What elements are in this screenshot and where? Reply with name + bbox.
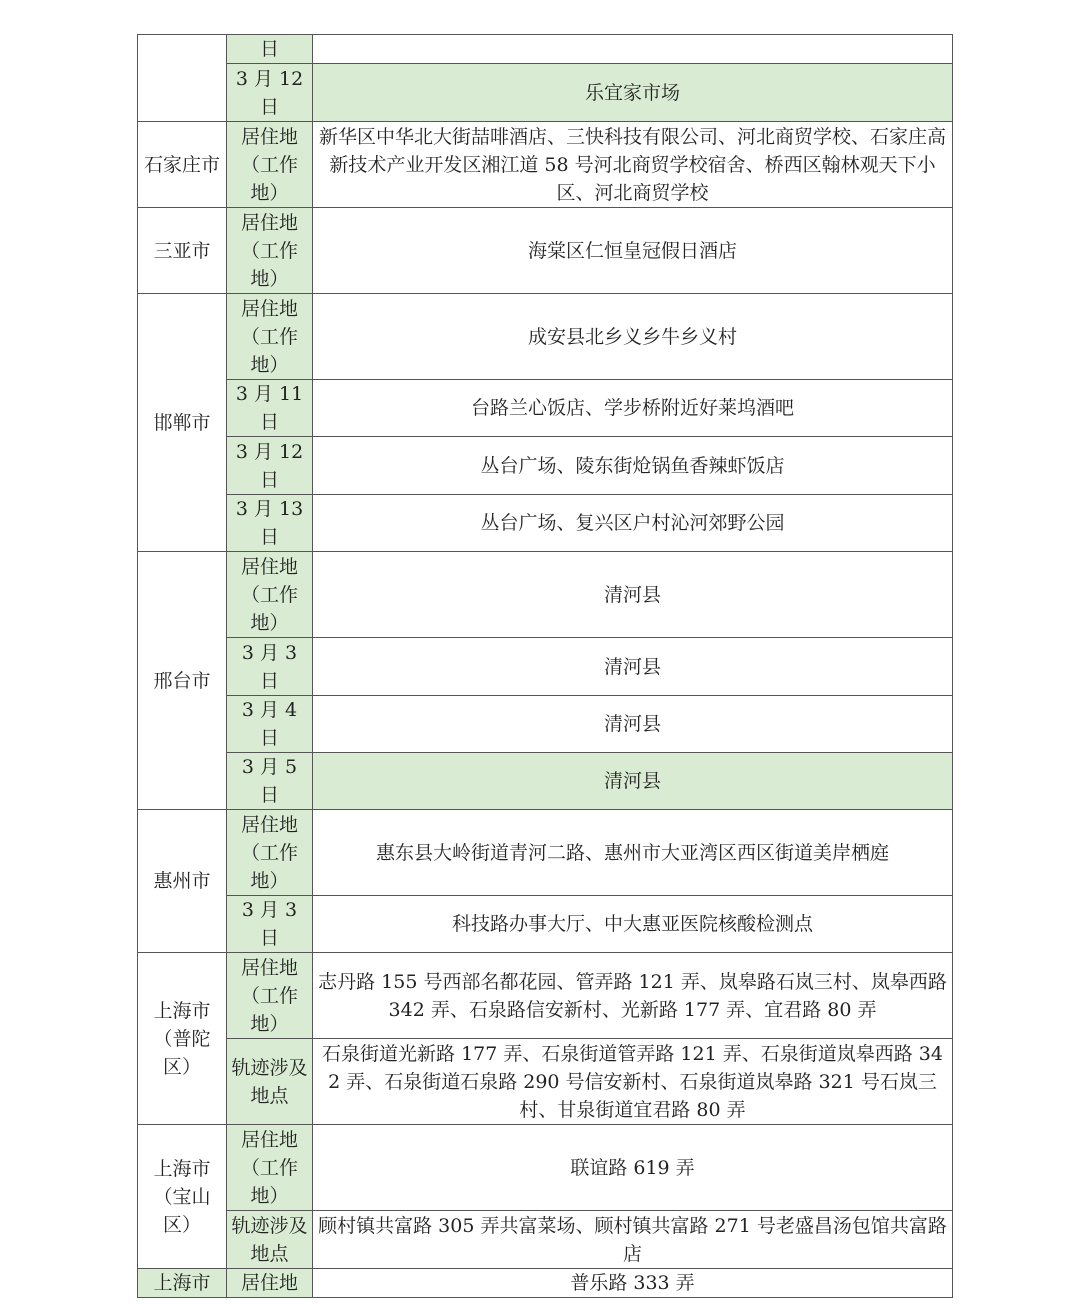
location-cell: 清河县 xyxy=(313,552,953,638)
location-cell: 清河县 xyxy=(313,696,953,753)
date-label-cell: 3 月 12 日 xyxy=(227,64,313,122)
date-label-cell: 3 月 12 日 xyxy=(227,437,313,495)
date-label-cell: 3 月 5 日 xyxy=(227,753,313,810)
table-row xyxy=(138,896,953,953)
track-label-cell: 轨迹涉及地点 xyxy=(227,1039,313,1125)
table-row xyxy=(138,1211,953,1269)
table-row xyxy=(138,122,953,208)
table-row xyxy=(138,437,953,495)
city-cell: 上海市（宝山区） xyxy=(138,1125,227,1269)
table-row xyxy=(138,696,953,753)
date-label-cell: 3 月 13 日 xyxy=(227,495,313,552)
residence-label-cell: 居住地（工作地） xyxy=(227,294,313,380)
table-row xyxy=(138,294,953,380)
location-cell: 台路兰心饭店、学步桥附近好莱坞酒吧 xyxy=(313,380,953,437)
table-row xyxy=(138,208,953,294)
table-row xyxy=(138,953,953,1039)
residence-label-cell: 居住地（工作地） xyxy=(227,953,313,1039)
residence-label-cell: 居住地 xyxy=(227,1269,313,1298)
table-row xyxy=(138,495,953,552)
city-cell: 上海市（普陀区） xyxy=(138,953,227,1125)
city-cell: 石家庄市 xyxy=(138,122,227,208)
risk-locations-table xyxy=(137,34,953,1298)
table-row xyxy=(138,810,953,896)
table-row xyxy=(138,1039,953,1125)
location-cell: 石泉街道光新路 177 弄、石泉街道管弄路 121 弄、石泉街道岚皋西路 342 弄、石泉街道石泉路 290 号信安新村、石泉街道岚皋路 321 号石岚三村、甘泉街道宜君路 80 弄 xyxy=(313,1039,953,1125)
date-label-cell: 3 月 3 日 xyxy=(227,896,313,953)
residence-label-cell: 居住地（工作地） xyxy=(227,552,313,638)
location-cell: 志丹路 155 号西部名都花园、管弄路 121 弄、岚皋路石岚三村、岚皋西路 342 弄、石泉路信安新村、光新路 177 弄、宜君路 80 弄 xyxy=(313,953,953,1039)
date-label-cell: 3 月 11 日 xyxy=(227,380,313,437)
location-cell: 清河县 xyxy=(313,638,953,696)
city-cell: 三亚市 xyxy=(138,208,227,294)
table-row xyxy=(138,1125,953,1211)
city-cell: 惠州市 xyxy=(138,810,227,953)
location-cell: 惠东县大岭街道青河二路、惠州市大亚湾区西区街道美岸栖庭 xyxy=(313,810,953,896)
table-row xyxy=(138,35,953,64)
date-label-cell: 3 月 4 日 xyxy=(227,696,313,753)
date-label-cell: 3 月 3 日 xyxy=(227,638,313,696)
location-cell xyxy=(313,35,953,64)
residence-label-cell: 居住地（工作地） xyxy=(227,122,313,208)
location-cell: 联谊路 619 弄 xyxy=(313,1125,953,1211)
city-cell: 邢台市 xyxy=(138,552,227,810)
location-cell: 科技路办事大厅、中大惠亚医院核酸检测点 xyxy=(313,896,953,953)
table-row xyxy=(138,638,953,696)
table-row xyxy=(138,1269,953,1298)
table-row xyxy=(138,753,953,810)
location-cell: 新华区中华北大街喆啡酒店、三快科技有限公司、河北商贸学校、石家庄高新技术产业开发区湘江道 58 号河北商贸学校宿舍、桥西区翰林观天下小区、河北商贸学校 xyxy=(313,122,953,208)
track-label-cell: 轨迹涉及地点 xyxy=(227,1211,313,1269)
residence-label-cell: 居住地（工作地） xyxy=(227,810,313,896)
table-row xyxy=(138,552,953,638)
table-row xyxy=(138,380,953,437)
date-label-cell: 日 xyxy=(227,35,313,64)
city-cell xyxy=(138,35,227,122)
location-cell: 丛台广场、陵东街炝锅鱼香辣虾饭店 xyxy=(313,437,953,495)
location-cell: 成安县北乡义乡牛乡义村 xyxy=(313,294,953,380)
location-cell: 清河县 xyxy=(313,753,953,810)
location-cell: 顾村镇共富路 305 弄共富菜场、顾村镇共富路 271 号老盛昌汤包馆共富路店 xyxy=(313,1211,953,1269)
location-cell: 乐宜家市场 xyxy=(313,64,953,122)
location-cell: 海棠区仁恒皇冠假日酒店 xyxy=(313,208,953,294)
location-cell: 普乐路 333 弄 xyxy=(313,1269,953,1298)
location-cell: 丛台广场、复兴区户村沁河郊野公园 xyxy=(313,495,953,552)
city-cell: 上海市 xyxy=(138,1269,227,1298)
city-cell: 邯郸市 xyxy=(138,294,227,552)
table-row xyxy=(138,64,953,122)
residence-label-cell: 居住地（工作地） xyxy=(227,208,313,294)
residence-label-cell: 居住地（工作地） xyxy=(227,1125,313,1211)
